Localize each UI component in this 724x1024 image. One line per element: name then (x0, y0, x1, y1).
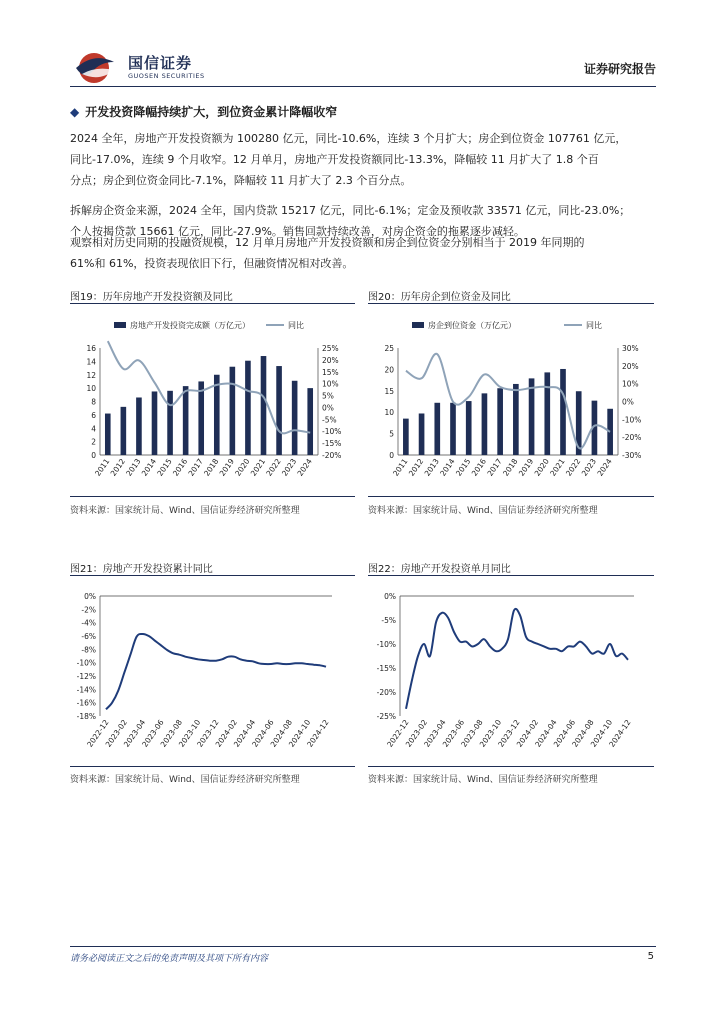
y-tick-label: -25% (376, 712, 396, 721)
x-tick-label: 2018 (501, 456, 520, 478)
x-tick-label: 2023-04 (422, 717, 448, 749)
fig21-chart (70, 582, 355, 762)
x-tick-label: 2022 (264, 456, 283, 478)
y-left-tick-label: 20 (384, 365, 394, 375)
x-tick-label: 2018 (202, 456, 221, 478)
y-tick-label: -4% (81, 618, 96, 628)
x-tick-label: 2020 (532, 456, 551, 478)
x-tick-label: 2021 (248, 456, 268, 478)
paragraph-3 (70, 232, 660, 274)
bar (214, 375, 220, 455)
y-right-tick-label: 15% (322, 367, 339, 377)
fig19-title: 图19：历年房地产开发投资额及同比 (70, 292, 233, 303)
fig21-source: 资料来源：国家统计局、Wind、国信证券经济研究所整理 (70, 775, 300, 785)
y-left-tick-label: 2 (91, 437, 96, 447)
bar (482, 393, 488, 455)
x-tick-label: 2023-08 (459, 717, 485, 749)
fig21-title: 图21：房地产开发投资累计同比 (70, 564, 213, 575)
section-title (70, 103, 337, 120)
y-left-tick-label: 6 (91, 410, 96, 420)
paragraph-line: 分点；房企到位资金同比-7.1%，降幅较 11 月扩大了 2.3 个百分点。 (70, 174, 412, 187)
x-tick-label: 2023-08 (158, 717, 184, 749)
x-tick-label: 2012 (108, 456, 127, 478)
y-right-tick-label: 20% (322, 355, 339, 365)
bar (292, 381, 298, 455)
y-tick-label: -15% (376, 664, 396, 673)
x-tick-label: 2023-02 (103, 717, 129, 749)
fig20-source: 资料来源：国家统计局、Wind、国信证券经济研究所整理 (368, 506, 598, 516)
y-tick-label: -10% (76, 658, 96, 668)
paragraph-line: 拆解房企资金来源，2024 全年，国内贷款 15217 亿元，同比-6.1%；定金及预收款 33571 亿元，同比-23.0%； (70, 204, 631, 217)
x-tick-label: 2021 (548, 456, 567, 478)
x-tick-label: 2024-02 (514, 717, 541, 749)
bar (198, 381, 204, 455)
x-tick-label: 2011 (391, 456, 410, 478)
y-left-tick-label: 5 (389, 429, 394, 439)
y-tick-label: -16% (76, 698, 96, 708)
logo-text-cn: 国信证券 (128, 54, 193, 72)
bar (529, 378, 535, 455)
bar (136, 397, 142, 455)
fig22-rule (368, 575, 654, 576)
y-left-tick-label: 12 (86, 370, 96, 380)
x-tick-label: 2023-04 (121, 717, 148, 749)
y-tick-label: -8% (81, 645, 96, 655)
y-right-tick-label: 0% (622, 397, 634, 407)
fig19-bottom-rule (70, 496, 355, 497)
bar (276, 366, 282, 455)
y-tick-label: -10% (376, 640, 396, 649)
x-tick-label: 2024-10 (286, 717, 313, 749)
x-tick-label: 2014 (438, 456, 457, 478)
x-tick-label: 2024-12 (607, 717, 633, 749)
y-left-tick-label: 15 (384, 386, 394, 396)
fig19-source: 资料来源：国家统计局、Wind、国信证券经济研究所整理 (70, 506, 300, 516)
bar (450, 403, 456, 455)
y-right-tick-label: -30% (622, 451, 642, 460)
y-tick-label: -6% (81, 632, 96, 641)
x-tick-label: 2023-06 (440, 717, 467, 749)
x-tick-label: 2016 (170, 456, 190, 478)
x-tick-label: 2019 (217, 456, 236, 478)
y-right-tick-label: 30% (622, 344, 639, 353)
fig22-bottom-rule (368, 766, 654, 767)
y-left-tick-label: 10 (384, 408, 394, 418)
x-tick-label: 2022-12 (85, 717, 111, 749)
x-tick-label: 2024-06 (250, 717, 276, 749)
x-tick-label: 2024-08 (570, 717, 596, 749)
x-tick-label: 2024-02 (213, 717, 239, 749)
x-tick-label: 2024 (295, 456, 314, 478)
x-tick-label: 2023-10 (477, 717, 504, 749)
y-right-tick-label: -20% (322, 451, 342, 460)
bar (466, 401, 472, 455)
fig22-source: 资料来源：国家统计局、Wind、国信证券经济研究所整理 (368, 775, 598, 785)
bar (403, 419, 409, 455)
legend-bar-label: 房地产开发投资完成额（万亿元） (130, 321, 250, 330)
x-tick-label: 2022-12 (385, 717, 411, 749)
bar (105, 414, 111, 455)
fig21-rule (70, 575, 355, 576)
bar (245, 361, 251, 455)
bar (307, 388, 313, 455)
legend-bar-swatch (412, 322, 424, 328)
y-right-tick-label: -10% (322, 427, 342, 437)
fig22-chart (368, 582, 654, 762)
x-tick-label: 2015 (454, 456, 473, 478)
y-right-tick-label: 10% (322, 379, 339, 389)
y-tick-label: 0% (84, 592, 96, 601)
y-tick-label: -2% (81, 605, 96, 615)
fig20-bottom-rule (368, 496, 654, 497)
x-tick-label: 2023 (279, 456, 299, 478)
y-right-tick-label: -5% (322, 415, 337, 425)
x-tick-label: 2013 (124, 456, 143, 478)
series-line (406, 609, 628, 709)
x-tick-label: 2024-08 (268, 717, 294, 749)
y-left-tick-label: 0 (91, 451, 96, 460)
paragraph-line: 个人按揭贷款 15661 亿元，同比-27.9%。销售回款持续改善，对房企资金的拖累逐步减轻。 (70, 225, 525, 238)
bar (152, 391, 158, 455)
x-tick-label: 2023-02 (403, 717, 430, 749)
x-tick-label: 2024 (595, 456, 614, 478)
x-tick-label: 2024-06 (551, 717, 578, 749)
y-left-tick-label: 4 (91, 424, 96, 434)
fig19-rule (70, 303, 355, 304)
paragraph-line: 61%和 61%，投资表现依旧下行，但融资情况相对改善。 (70, 257, 354, 270)
section-title-text: 开发投资降幅持续扩大，到位资金累计降幅收窄 (85, 105, 338, 119)
y-tick-label: -14% (76, 685, 96, 695)
legend-line-label: 同比 (288, 321, 304, 330)
x-tick-label: 2020 (233, 456, 252, 478)
bar (230, 367, 236, 455)
y-left-tick-label: 8 (91, 397, 96, 407)
x-tick-label: 2011 (93, 456, 112, 478)
y-left-tick-label: 0 (389, 451, 394, 460)
logo-text-en: GUOSEN SECURITIES (128, 72, 205, 80)
y-right-tick-label: 10% (622, 379, 639, 389)
bar (544, 372, 550, 455)
y-tick-label: -18% (76, 712, 96, 721)
report-type: 证券研究报告 (583, 62, 656, 76)
header-divider (70, 86, 656, 87)
x-tick-label: 2022 (564, 456, 583, 478)
y-left-tick-label: 25 (384, 344, 394, 353)
x-tick-label: 2017 (485, 456, 504, 478)
y-tick-label: 0% (384, 592, 396, 601)
fig20-title: 图20：历年房企到位资金及同比 (368, 292, 511, 303)
bar (434, 403, 440, 455)
paragraph-line: 同比-17.0%，连续 9 个月收窄。12 月单月，房地产开发投资额同比-13.3%，降幅较 11 月扩大了 1.8 个百 (70, 153, 599, 166)
paragraph-line: 观察相对历史同期的投融资规模，12 月单月房地产开发投资额和房企到位资金分别相当于 2019 年同期的 (70, 236, 585, 249)
x-tick-label: 2015 (155, 456, 174, 478)
y-right-tick-label: 25% (322, 344, 339, 353)
footer-disclaimer: 请务必阅读正文之后的免责声明及其项下所有内容 (70, 954, 269, 964)
fig22-title: 图22：房地产开发投资单月同比 (368, 564, 511, 575)
y-right-tick-label: 5% (322, 391, 334, 401)
bar (183, 386, 189, 455)
series-line (106, 634, 326, 709)
y-tick-label: -5% (381, 616, 396, 625)
fig20-rule (368, 303, 654, 304)
x-tick-label: 2013 (422, 456, 441, 478)
y-tick-label: -12% (76, 672, 96, 681)
y-right-tick-label: 20% (622, 361, 639, 371)
legend-bar-swatch (114, 322, 126, 328)
x-tick-label: 2024-04 (533, 717, 559, 749)
x-tick-label: 2023 (579, 456, 599, 478)
x-tick-label: 2019 (516, 456, 536, 478)
bar (167, 391, 173, 455)
x-tick-label: 2017 (186, 456, 205, 478)
x-tick-label: 2024-12 (305, 717, 331, 749)
x-tick-label: 2023-06 (140, 717, 166, 749)
y-tick-label: -20% (376, 688, 396, 697)
y-left-tick-label: 10 (86, 384, 96, 394)
paragraph-line: 2024 全年，房地产开发投资额为 100280 亿元，同比-10.6%，连续 3 个月扩大；房企到位资金 107761 亿元， (70, 132, 627, 145)
legend-line-label: 同比 (586, 321, 602, 330)
fig19-chart (70, 308, 355, 490)
x-tick-label: 2024-10 (588, 717, 615, 749)
bar (607, 409, 613, 455)
bar (513, 384, 519, 455)
diamond-bullet-icon: ◆ (70, 105, 80, 119)
bar (261, 356, 267, 455)
x-tick-label: 2023-10 (176, 717, 203, 749)
x-tick-label: 2024-04 (231, 717, 258, 749)
bar (497, 388, 503, 455)
page-number: 5 (647, 951, 654, 962)
x-tick-label: 2014 (139, 456, 159, 478)
x-tick-label: 2023-12 (496, 717, 522, 749)
x-tick-label: 2016 (469, 456, 489, 478)
bar (560, 369, 566, 455)
x-tick-label: 2023-12 (195, 717, 221, 749)
y-right-tick-label: 0% (322, 403, 334, 413)
fig20-chart (368, 308, 654, 490)
y-left-tick-label: 14 (86, 357, 96, 367)
bar (419, 413, 425, 455)
report-header (70, 48, 656, 88)
footer-divider (70, 946, 656, 947)
x-tick-label: 2012 (406, 456, 426, 478)
paragraph-1 (70, 128, 660, 191)
y-right-tick-label: -20% (622, 433, 642, 443)
y-left-tick-label: 16 (86, 344, 96, 353)
fig21-bottom-rule (70, 766, 355, 767)
y-right-tick-label: -15% (322, 439, 342, 449)
bar (121, 407, 127, 455)
legend-bar-label: 房企到位资金（万亿元） (428, 321, 516, 330)
y-right-tick-label: -10% (622, 415, 642, 425)
